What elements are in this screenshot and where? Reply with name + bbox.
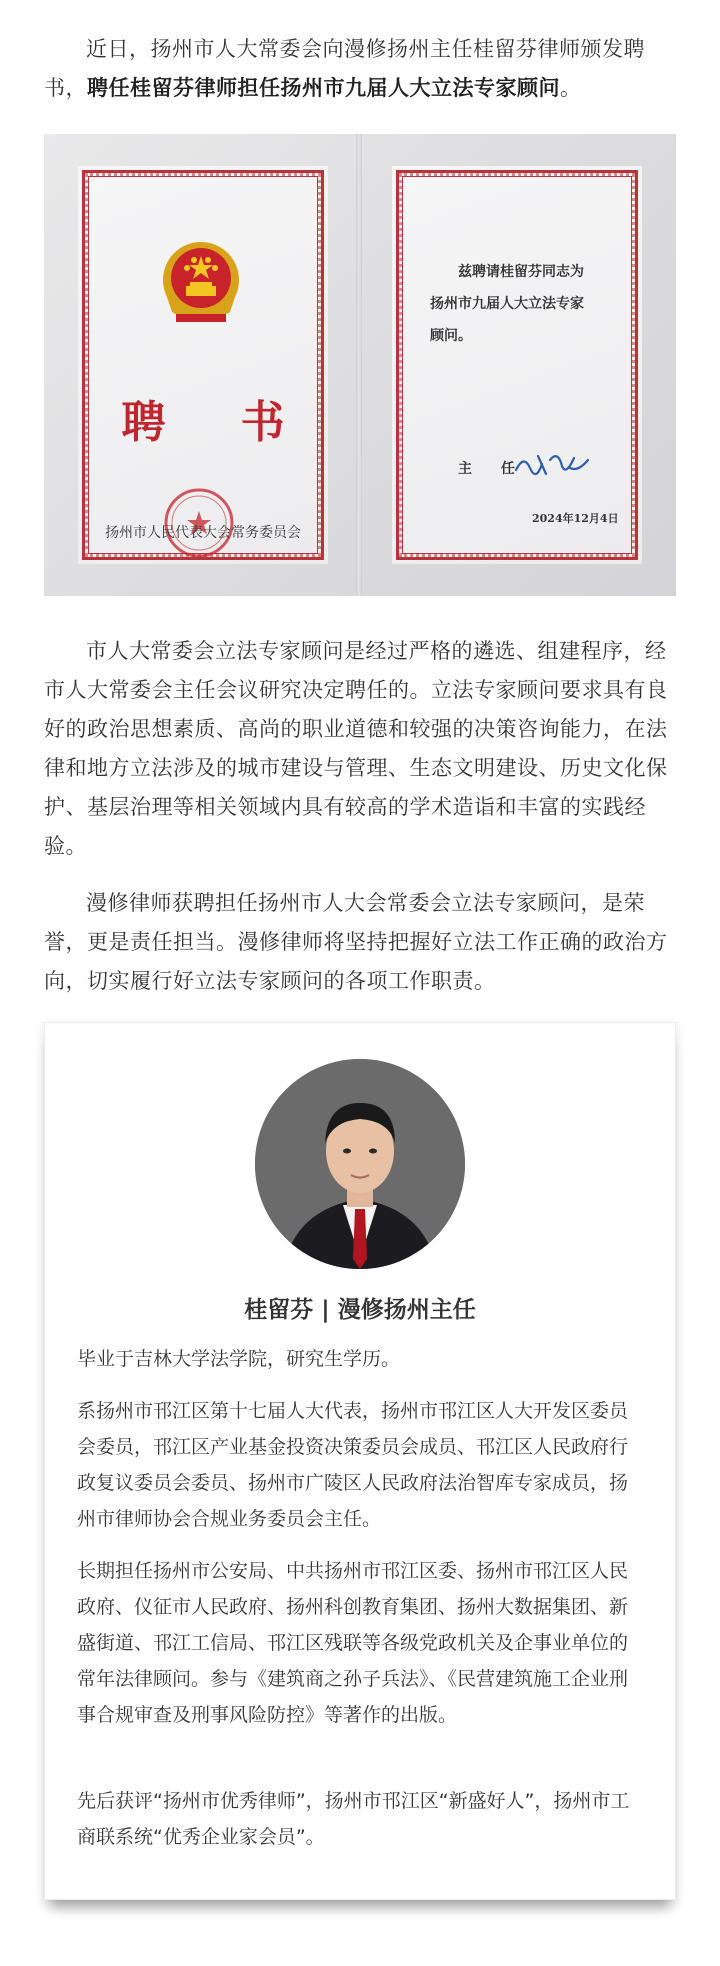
profile-positions: 系扬州市邗江区第十七届人大代表，扬州市邗江区人大开发区委员会委员，邗江区产业基金投资决策委员会成员、邗江区人民政府行政复议委员会委员、扬州市广陵区人民政府法治智库专家成员，扬州市律师协会合规业务委员会主任。 <box>77 1400 629 1530</box>
profile-education: 毕业于吉林大学法学院，研究生学历。 <box>77 1348 401 1370</box>
handwritten-signature-icon <box>512 446 592 482</box>
intro-bold-text: 聘任桂留芬律师担任扬州市九届人大立法专家顾问 <box>87 76 560 100</box>
certificate-title: 聘 书 <box>121 397 315 448</box>
profile-title: 桂留芬 | 漫修扬州主任 <box>244 1297 476 1323</box>
certificate-line: 顾问。 <box>430 328 472 344</box>
national-emblem-icon <box>156 238 246 328</box>
certificate-body <box>430 256 610 352</box>
avatar <box>255 1059 465 1269</box>
certificate-line: 扬州市九届人大立法专家 <box>430 296 584 312</box>
intro-paragraph <box>44 30 676 108</box>
selection-paragraph: 市人大常委会立法专家顾问是经过严格的遴选、组建程序，经市人大常委会主任会议研究决定聘任的。立法专家顾问要求具有良好的政治思想素质、高尚的职业道德和较强的决策咨询能力，在法律和地方立法涉及的城市建设与管理、生态文明建设、历史文化保护、基层治理等相关领域内具有较高的学术造诣和丰富的实践经验。 <box>44 639 668 858</box>
certificate-date: 2024年12月4日 <box>532 512 619 525</box>
profile-counsel: 长期担任扬州市公安局、中共扬州市邗江区委、扬州市邗江区人民政府、仪征市人民政府、扬州科创教育集团、扬州大数据集团、新盛街道、邗江工信局、邗江区残联等各级党政机关及企事业单位的常年法律顾问。参与《建筑商之孙子兵法》、《民营建筑施工企业刑事合规审查及刑事风险防控》等著作的出版。 <box>77 1560 629 1726</box>
certificate-inner-page <box>392 166 642 564</box>
honor-paragraph: 漫修律师获聘担任扬州市人大会常委会立法专家顾问，是荣誉，更是责任担当。漫修律师将坚持把握好立法工作正确的政治方向，切实履行好立法专家顾问的各项工作职责。 <box>44 891 668 993</box>
signer-label: 主 任 <box>458 461 527 477</box>
profile-card <box>44 1022 676 1900</box>
certificate-issuer: 扬州市人民代表大会常务委员会 <box>105 525 301 541</box>
intro-text: 近日，扬州市人大常委会向漫修扬州主任桂留芬律师颁发聘书， <box>44 37 645 100</box>
intro-end: 。 <box>560 76 582 100</box>
lawyer-portrait-icon <box>255 1059 465 1269</box>
certificate-photo <box>44 134 676 596</box>
certificate-line: 兹聘请桂留芬同志为 <box>458 264 584 280</box>
profile-awards: 先后获评“扬州市优秀律师”，扬州市邗江区“新盛好人”，扬州市工商联系统“优秀企业家会员”。 <box>77 1790 630 1848</box>
certificate-cover <box>78 166 328 564</box>
